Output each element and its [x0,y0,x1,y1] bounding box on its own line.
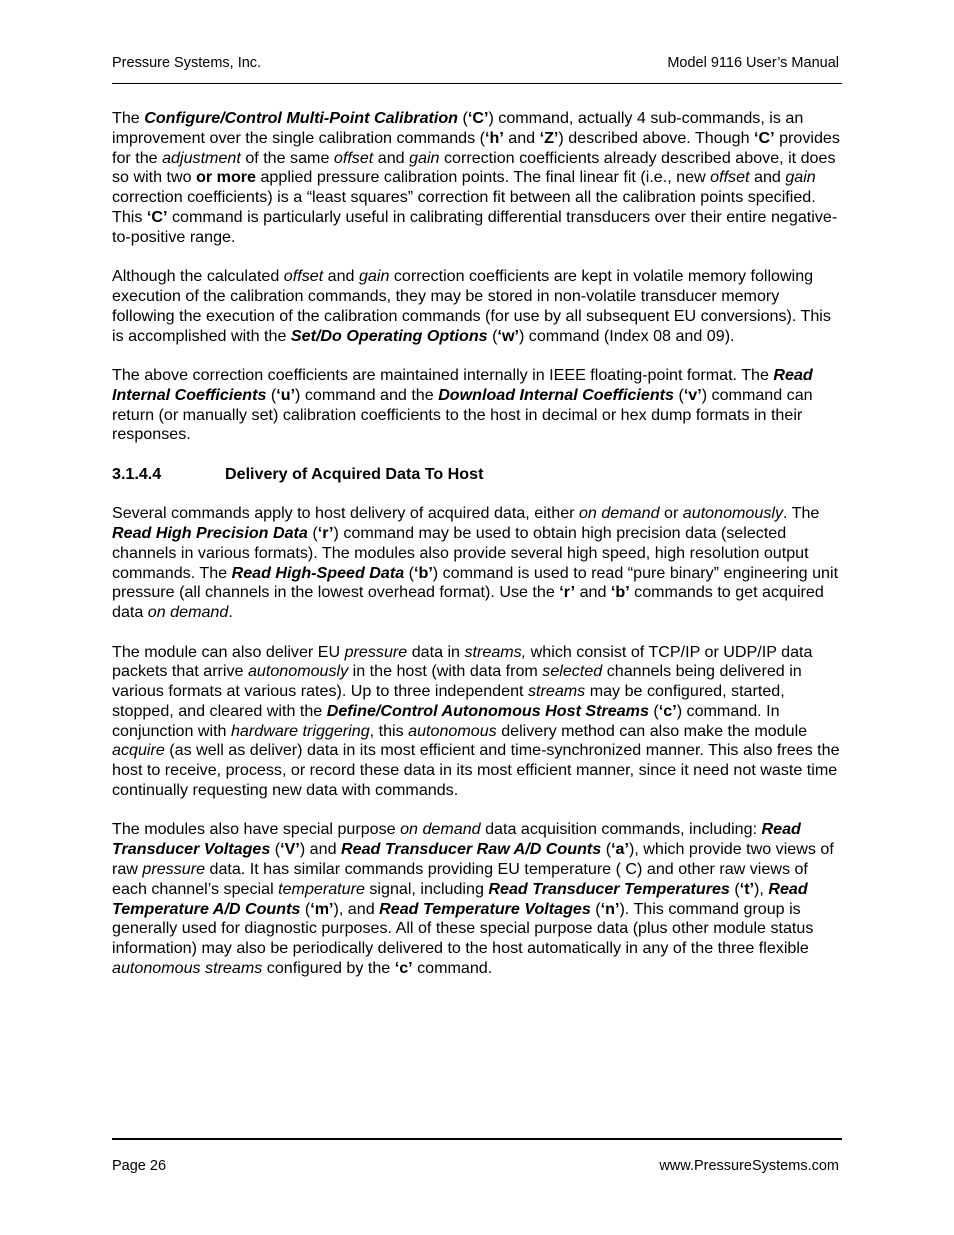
paragraph-special-purpose: The modules also have special purpose on demand data acquisition commands, including: Read Transducer Voltages (‘V’) and Read Transducer Raw A/D Counts (‘a’), which provide two views of raw pressure data. It has similar commands providing EU temperature ( C) and other raw views of each channel’s special temperature signal, including Read Transducer Temperatures (‘t’), Read Temperature A/D Counts (‘m’), and Read Temperature Voltages (‘n’). This command group is generally used for diagnostic purposes. All of these special purpose data (plus other module status information) may also be periodically delivered to the host automatically in any of the three flexible autonomous streams configured by the ‘c’ command. [112,820,834,978]
header-manual-title: Model 9116 User’s Manual [667,55,839,71]
paragraph-multi-point-calibration: The Configure/Control Multi-Point Calibration (‘C’) command, actually 4 sub-commands, is an improvement over the single calibration commands (‘h’ and ‘Z’) described above. Though ‘C’ provides for the adjustment of the same offset and gain correction coefficients already described above, it does so with two or more applied pressure calibration points. The final linear fit (i.e., new offset and gain correction coefficients) is a “least squares” correction fit between all the calibration points specified. This ‘C’ command is particularly useful in calibrating differential transducers over their entire negative-to-positive range. [112,109,840,246]
section-number: 3.1.4.4 [112,464,162,483]
paragraph-streams: The module can also deliver EU pressure data in streams, which consist of TCP/IP or UDP/IP data packets that arrive autonomously in the host (with data from selected channels being delivered in various formats at various rates). Up to three independent streams may be configured, started, stopped, and cleared with the Define/Control Autonomous Host Streams (‘c’) command. In conjunction with hardware triggering, this autonomous delivery method can also make the module acquire (as well as deliver) data in its most efficient and time-synchronized manner. This also frees the host to receive, process, or record these data in its most efficient manner, since it need not waste time continually requesting new data with commands. [112,642,840,800]
paragraph-coefficient-storage: Although the calculated offset and gain correction coefficients are kept in volatile memory following execution of the calibration commands, they may be stored in non-volatile transducer memory following the execution of the calibration commands (for use by all subsequent EU conversions). This is accomplished with the Set/Do Operating Options (‘w’) command (Index 08 and 09). [112,267,831,345]
paragraph-ieee-format: The above correction coefficients are maintained internally in IEEE floating-point format. The Read Internal Coefficients (‘u’) command and the Download Internal Coefficients (‘v’) command can return (or manually set) calibration coefficients to the host in decimal or hex dump formats in their responses. [112,365,813,444]
section-title: Delivery of Acquired Data To Host [225,464,484,483]
paragraph-host-delivery: Several commands apply to host delivery of acquired data, either on demand or autonomously. The Read High Precision Data (‘r’) command may be used to obtain high precision data (selected channels in various formats). The modules also provide several high speed, high resolution output commands. The Read High-Speed Data (‘b’) command is used to read “pure binary” engineering unit pressure (all channels in the lowest overhead format). Use the ‘r’ and ‘b’ commands to get acquired data on demand. [112,504,839,622]
section-heading [112,465,842,485]
header-rule [112,83,842,84]
page-body [112,109,842,998]
footer-website: www.PressureSystems.com [659,1158,839,1174]
header-company: Pressure Systems, Inc. [112,55,262,71]
footer-page-number: Page 26 [112,1158,167,1174]
footer-rule [112,1138,842,1140]
